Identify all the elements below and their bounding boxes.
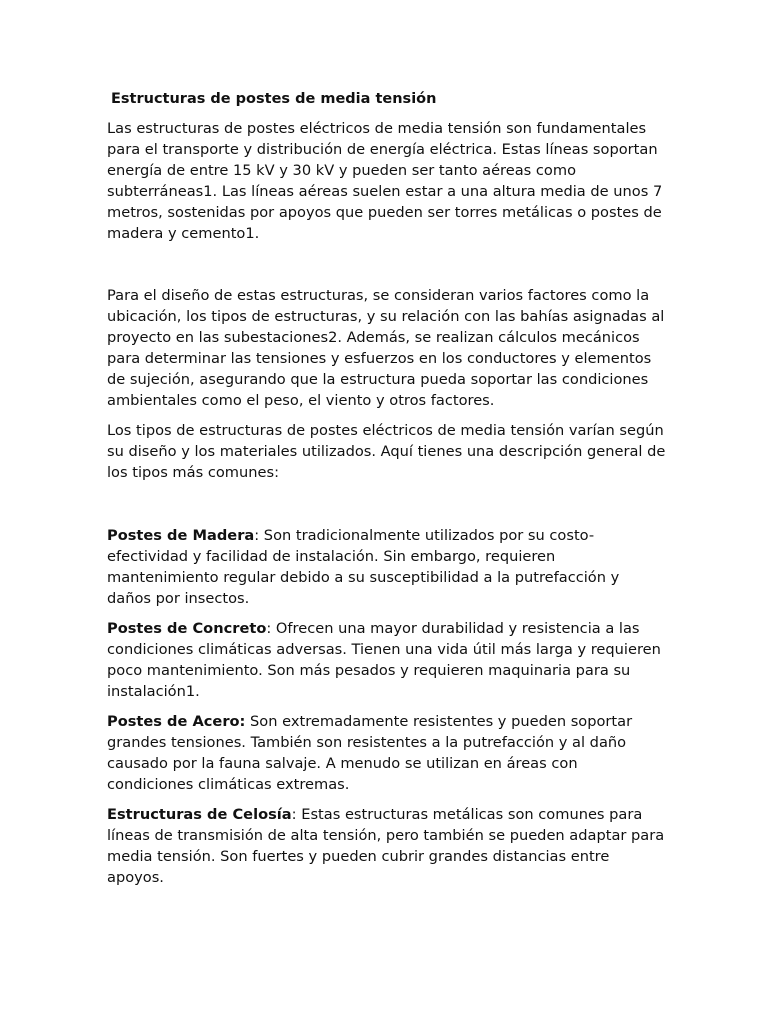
item-text: Estas estructuras metálicas son comunes para líneas de transmisión de alta tensión, pero también se pueden adaptar para media tensión. Son fuertes y pueden cubrir grandes distancias entre apoyos. [107,806,665,886]
list-item-concreto [107,618,667,702]
document-title: Estructuras de postes de media tensión [111,91,437,107]
item-term: Postes de Madera [107,527,255,544]
item-text: Son extremadamente resistentes y pueden soportar grandes tensiones. También son resistentes a la putrefacción y al daño causado por la fauna salvaje. A menudo se utilizan en áreas con condiciones climáticas extremas. [107,713,633,793]
item-term: Postes de Concreto [107,620,267,637]
document-page [107,89,667,888]
design-paragraph: Para el diseño de estas estructuras, se consideran varios factores como la ubicación, los tipos de estructuras, y su relación con las bahías asignadas al proyecto en las subestaciones2. Además, se realizan cálculos mecánicos para determinar las tensiones y esfuerzos en los conductores y elementos de sujeción, asegurando que la estructura pueda soportar las condiciones ambientales como el peso, el viento y otros factores. [107,287,665,409]
types-intro-paragraph: Los tipos de estructuras de postes eléctricos de media tensión varían según su diseño y los materiales utilizados. Aquí tienes una descripción general de los tipos más comunes: [107,422,666,481]
list-item-acero [107,711,667,795]
item-text: Ofrecen una mayor durabilidad y resistencia a las condiciones climáticas adversas. Tienen una vida útil más larga y requieren poco mantenimiento. Son más pesados y requieren maquinaria para su instalación1. [107,620,661,700]
paragraph-spacer [107,609,667,618]
paragraph-spacer [107,702,667,711]
item-separator: : [266,620,272,637]
paragraph-spacer [107,244,667,285]
item-term: Postes de Acero: [107,713,246,730]
list-item-madera [107,525,667,609]
list-item-celosia [107,804,667,888]
item-separator: : [254,527,260,544]
paragraph-spacer [107,483,667,525]
intro-paragraph: Las estructuras de postes eléctricos de media tensión son fundamentales para el transporte y distribución de energía eléctrica. Estas líneas soportan energía de entre 15 kV y 30 kV y pueden ser tanto aéreas como subterráneas1. Las líneas aéreas suelen estar a una altura media de unos 7 metros, sostenidas por apoyos que pueden ser torres metálicas o postes de madera y cemento1. [107,120,663,242]
item-text: Son tradicionalmente utilizados por su costo-efectividad y facilidad de instalación. Sin embargo, requieren mantenimiento regular debido a su susceptibilidad a la putrefacción y daños por insectos. [107,527,620,607]
paragraph-spacer [107,795,667,804]
item-separator: : [291,806,297,823]
paragraph-spacer [107,411,667,420]
item-term: Estructuras de Celosía [107,806,292,823]
